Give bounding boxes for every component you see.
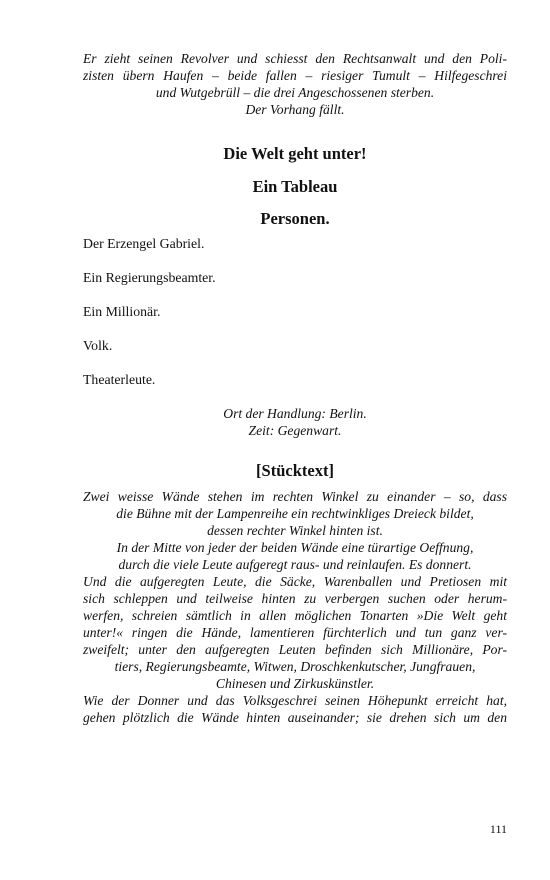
stage-direction-line: durch die viele Leute aufgeregt raus- und reinlaufen. Es donnert. bbox=[118, 557, 472, 572]
setting-place: Ort der Handlung: Berlin. bbox=[223, 406, 367, 421]
stage-direction-line: dessen rechter Winkel hinten ist. bbox=[207, 523, 383, 538]
persons-heading: Personen. bbox=[260, 209, 330, 228]
stage-direction-line: tiers, Regierungsbeamte, Witwen, Droschkenkutscher, Jungfrauen, bbox=[114, 659, 476, 674]
person-item: Der Erzengel Gabriel. bbox=[83, 236, 205, 251]
stage-direction-line: Wie der Donner und das Volksgeschrei seinen Höhepunkt erreicht hat, bbox=[83, 693, 507, 708]
intro-line: Der Vorhang fällt. bbox=[245, 102, 345, 117]
stage-direction-line: Zwei weisse Wände stehen im rechten Winkel zu einander – so, dass bbox=[83, 489, 507, 504]
stage-direction-line: Und die aufgeregten Leute, die Säcke, Warenballen und Pretiosen mit bbox=[83, 574, 507, 589]
intro-line: Er zieht seinen Revolver und schiesst den Rechtsanwalt und den Poli- bbox=[83, 51, 507, 66]
page-number: 111 bbox=[489, 822, 507, 836]
stage-direction-line: werfen, schreien sämtlich in allen möglichen Tonarten »Die Welt geht bbox=[83, 608, 507, 623]
person-item: Ein Millionär. bbox=[83, 304, 161, 319]
person-item: Theaterleute. bbox=[83, 372, 156, 387]
stuecktext-heading: [Stücktext] bbox=[256, 461, 334, 480]
person-item: Volk. bbox=[83, 338, 113, 353]
stage-direction-line: gehen plötzlich die Wände hinten auseinander; sie drehen sich um den bbox=[83, 710, 507, 725]
setting-time: Zeit: Gegenwart. bbox=[248, 423, 342, 438]
person-item: Ein Regierungsbeamter. bbox=[83, 270, 216, 285]
intro-line: und Wutgebrüll – die drei Angeschossenen sterben. bbox=[155, 85, 435, 100]
stage-direction-line: Chinesen und Zirkuskünstler. bbox=[215, 676, 375, 691]
stage-direction-line: zweifelt; unter den aufgeregten Leuten befinden sich Millionäre, Por- bbox=[83, 642, 507, 657]
stage-direction-line: In der Mitte von jeder der beiden Wände eine türartige Oeffnung, bbox=[116, 540, 474, 555]
intro-line: zisten übern Haufen – beide fallen – riesiger Tumult – Hilfegeschrei bbox=[83, 68, 507, 83]
play-title: Die Welt geht unter! bbox=[223, 144, 367, 163]
stage-direction-line: sich schleppen und teilweise hinten zu verbergen suchen oder herum- bbox=[83, 591, 507, 606]
stage-direction-line: unter!« ringen die Hände, lamentieren fürchterlich und tun ganz ver- bbox=[83, 625, 507, 640]
stage-direction-line: die Bühne mit der Lampenreihe ein rechtwinkliges Dreieck bildet, bbox=[116, 506, 474, 521]
play-subtitle: Ein Tableau bbox=[252, 177, 338, 196]
